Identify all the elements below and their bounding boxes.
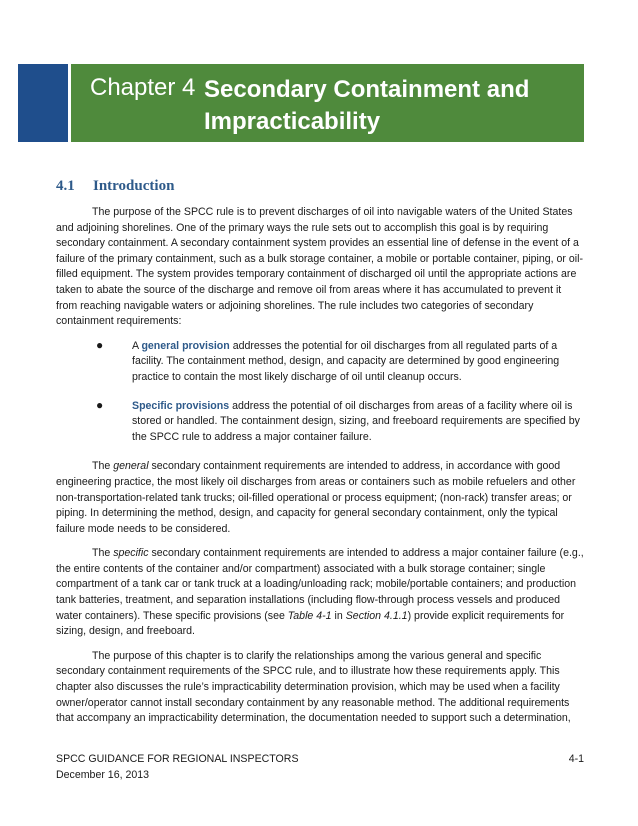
list-item-general-provision: ● A general provision addresses the potential for oil discharges from all regulated parts of a facility. The containment method, design, and capacity are determined by good engineering practice to contain the most likely discharge of oil until cleanup occurs. (96, 337, 560, 383)
chapter-purpose-paragraph: The purpose of this chapter is to clarify the relationships among the various general and specific secondary containment requirements of the SPCC rule, and to illustrate how these requirements apply. This chapter also discusses the rule’s impracticability determination provision, which may be used when a facility owner/operator cannot install secondary containment by any reasonable method. The additional requirements that accompany an impracticability determination, the documentation needed to support such a determination, (56, 649, 571, 725)
banner-accent-block (18, 64, 68, 142)
footer-date: December 16, 2013 (56, 768, 150, 781)
page-number: 4-1 (568, 753, 584, 765)
bullet-icon: ● (96, 397, 104, 412)
section-number: 4.1 (56, 178, 75, 194)
specific-provisions-keyword: Specific provisions (132, 399, 230, 412)
section-heading (56, 178, 174, 195)
section-reference: Section 4.1.1 (345, 609, 408, 622)
chapter-label: Chapter 4 (90, 74, 196, 101)
general-provision-keyword: general provision (141, 339, 230, 352)
intro-paragraph: The purpose of the SPCC rule is to prevent discharges of oil into navigable waters of the United States and adjoining shorelines. One of the primary ways the rule sets out to accomplish this goal is by requiring secondary containment. A secondary containment system provides an essential line of defense in the event of a failure of the primary containment, such as a bulk storage container, a mobile or portable container, piping, or oil-filled equipment. The system provides temporary containment of discharged oil until the appropriate actions are taken to abate the source of the discharge and remove oil from areas where it has accumulated to prevent it from reaching navigable waters or adjoining shorelines. The rule includes two categories of secondary containment requirements: (56, 206, 584, 328)
bullet-icon: ● (96, 337, 104, 352)
chapter-banner (18, 64, 584, 142)
chapter-title: Secondary Containment and Impracticability (204, 76, 530, 135)
containment-categories-list (56, 339, 584, 446)
footer-title: SPCC GUIDANCE FOR REGIONAL INSPECTORS (56, 753, 299, 765)
list-item-specific-provisions: ● Specific provisions address the potential of oil discharges from areas of a facility where oil is stored or handled. The containment design, sizing, and freeboard requirements are specified by the SPCC rule to address a major container failure. (96, 397, 580, 443)
banner-text (71, 64, 584, 142)
specific-requirements-paragraph: The specific secondary containment requirements are intended to address a major container failure (e.g., the entire contents of the container and/or compartment) associated with a bulk storage container; single compartment of a tank car or tank truck at a loading/unloading rack; mobile/portable containers; and production tank batteries, treatment, and separation installations (including flow-through process vessels and produced water containers). These specific provisions (see Table 4-1 in Section 4.1.1) provide explicit requirements for sizing, design, and freeboard. (56, 547, 584, 638)
body-text (56, 205, 584, 736)
general-requirements-paragraph: The general secondary containment requirements are intended to address, in accordance with good engineering practice, the most likely oil discharges from areas or containers such as mobile refuelers and other non-transportation-related tank trucks; oil-filled operational or process equipment; (non-rack) transfer areas; or piping. In determining the method, design, and capacity for general secondary containment, only the typical failure mode needs to be considered. (56, 460, 576, 535)
page-footer (56, 752, 584, 783)
table-reference: Table 4-1 (287, 609, 332, 622)
section-title: Introduction (93, 178, 175, 194)
